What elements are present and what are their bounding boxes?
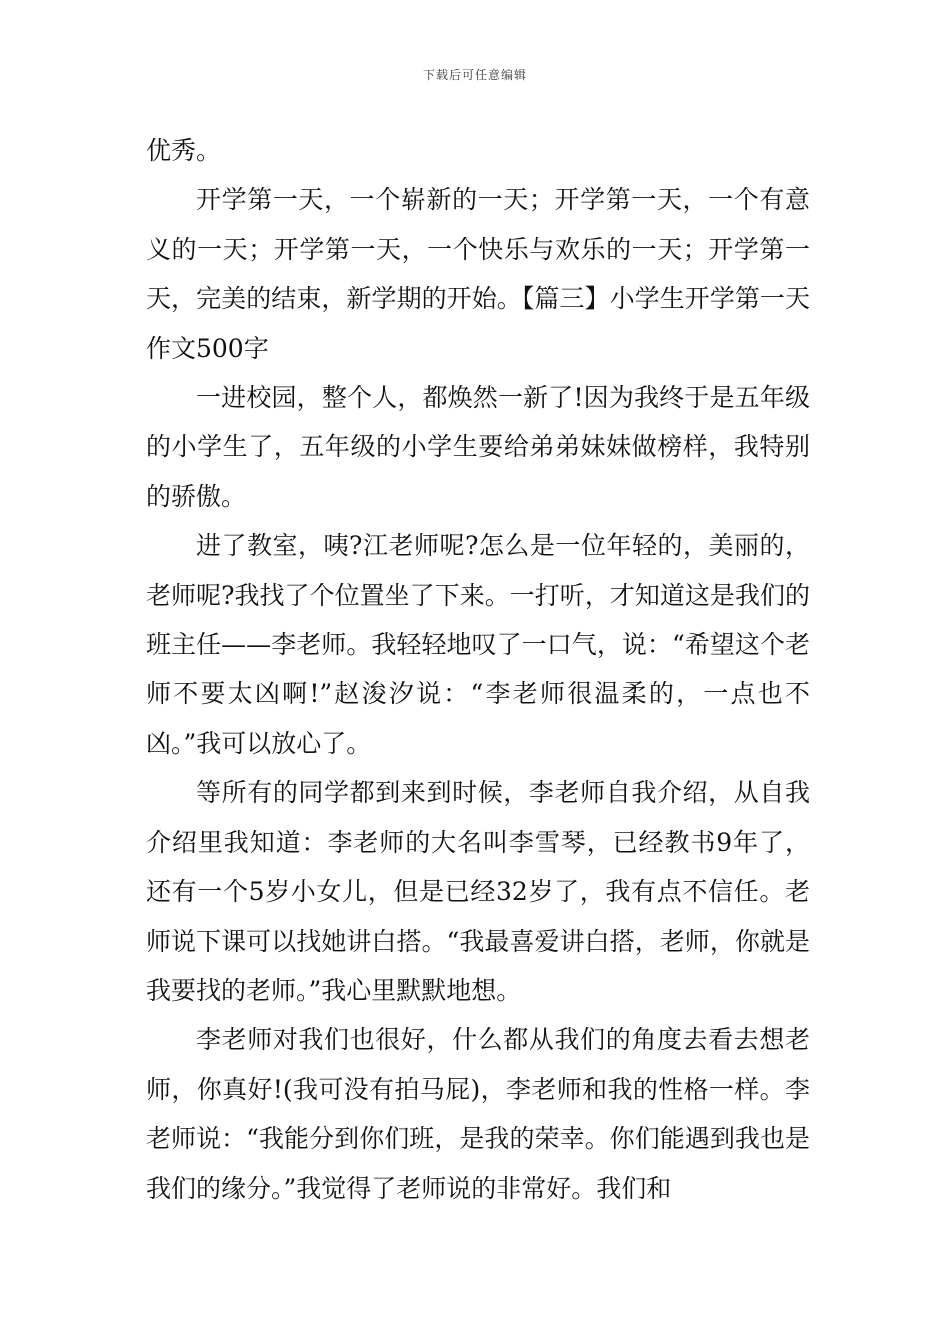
paragraph-2: 开学第一天，一个崭新的一天；开学第一天，一个有意义的一天；开学第一天，一个快乐与欢乐的一天；开学第一天，完美的结束，新学期的开始。【篇三】小学生开学第一天作文500字 — [146, 185, 810, 363]
paragraph-4: 进了教室，咦?江老师呢?怎么是一位年轻的，美丽的，老师呢?我找了个位置坐了下来。一打听，才知道这是我们的班主任——李老师。我轻轻地叹了一口气，说：“希望这个老师不要太凶啊!”赵浚汐说：“李老师很温柔的，一点也不凶。”我可以放心了。 — [146, 531, 810, 758]
paragraph-3: 一进校园，整个人，都焕然一新了!因为我终于是五年级的小学生了，五年级的小学生要给弟弟妹妹做榜样，我特别的骄傲。 — [146, 383, 810, 511]
paragraph-6: 李老师对我们也很好，什么都从我们的角度去看去想老师，你真好!(我可没有拍马屁)，李老师和我的性格一样。李老师说：“我能分到你们班，是我的荣幸。你们能遇到我也是我们的缘分。”我觉得了老师说的非常好。我们和 — [146, 1025, 810, 1203]
paragraph-5: 等所有的同学都到来到时候，李老师自我介绍，从自我介绍里我知道：李老师的大名叫李雪琴，已经教书9年了，还有一个5岁小女儿，但是已经32岁了，我有点不信任。老师说下课可以找她讲白搭。“我最喜爱讲白搭，老师，你就是我要找的老师。”我心里默默地想。 — [146, 778, 810, 1005]
page-header-note: 下载后可任意编辑 — [422, 68, 527, 82]
paragraph-1: 优秀。 — [146, 136, 222, 165]
document-body — [146, 126, 810, 1213]
